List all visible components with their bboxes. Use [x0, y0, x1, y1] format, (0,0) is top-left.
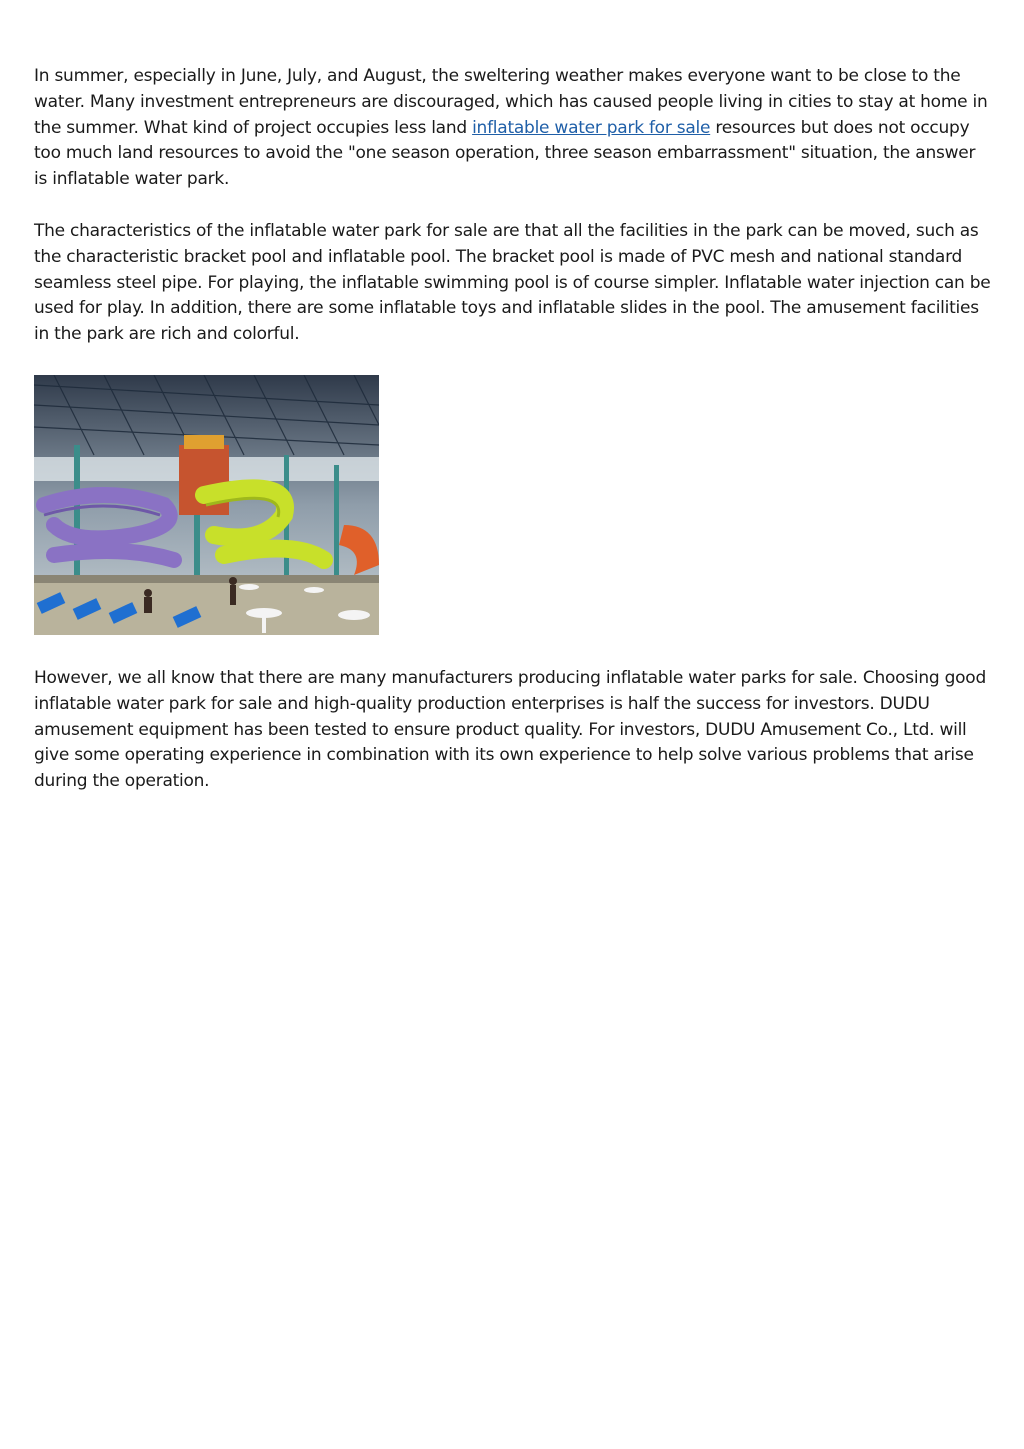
article-body [34, 64, 992, 795]
intro-text-end: resources but does not occupy too much land resources to avoid the "one season operation, three season embarrassment" situation, the answer is inflatable water park. [34, 117, 976, 190]
water-park-photo [34, 375, 379, 635]
paragraph-manufacturers: However, we all know that there are many manufacturers producing inflatable water parks for sale. Choosing good inflatable water park for sale and high-quality production enterprises is half the success for investors. DUDU amusement equipment has been tested to ensure product quality. For investors, DUDU Amusement Co., Ltd. will give some operating experience in combination with its own experience to help solve various problems that arise during the operation. [34, 667, 986, 792]
inflatable-water-park-link[interactable]: inflatable water park for sale [472, 117, 711, 138]
paragraph-characteristics: The characteristics of the inflatable water park for sale are that all the facilities in the park can be moved, such as the characteristic bracket pool and inflatable pool. The bracket pool is made of PVC mesh and national standard seamless steel pipe. For playing, the inflatable swimming pool is of course simpler. Inflatable water injection can be used for play. In addition, there are some inflatable toys and inflatable slides in the pool. The amusement facilities in the park are rich and colorful. [34, 220, 991, 345]
intro-text-start: In summer, especially in June, July, and August, the sweltering weather makes everyone want to be close to the water. Many investment entrepreneurs are discouraged, which has caused people living in cities to stay at home in the summer. What kind of project occupies less land [34, 66, 988, 138]
paragraph-intro [34, 64, 992, 193]
